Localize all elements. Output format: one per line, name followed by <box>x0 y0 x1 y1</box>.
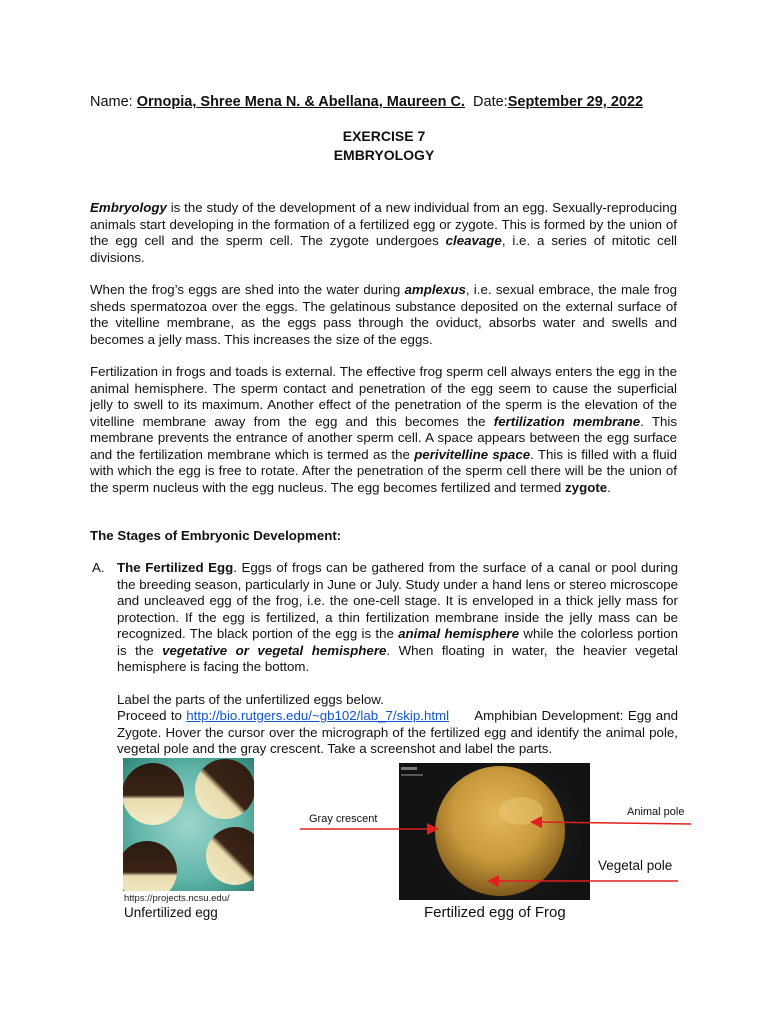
date-label: Date: <box>473 94 508 110</box>
instruction-label-parts: Label the parts of the unfertilized eggs below. <box>117 691 384 707</box>
term-amplexus: amplexus <box>404 282 466 297</box>
fertilized-egg <box>435 766 565 896</box>
unfertilized-egg-graphic <box>123 758 254 891</box>
label-vegetal-pole: Vegetal pole <box>598 858 673 873</box>
egg-top-left <box>123 763 184 825</box>
exercise-subtitle: EMBRYOLOGY <box>333 147 435 163</box>
term-embryology: Embryology <box>90 200 167 215</box>
list-item-body <box>117 560 682 758</box>
rutgers-link[interactable]: http://bio.rutgers.edu/~gb102/lab_7/skip.html <box>186 708 450 723</box>
term-zygote: zygote <box>565 479 608 495</box>
paragraph-embryology: Embryology is the study of the development of a new individual from an egg. Sexually-reproducing animals start developing in the formation of a fertilized egg or zygote. This is formed by the union of the egg cell and the sperm cell. The zygote undergoes cleavage, i.e. a series of mitotic cell divisions. <box>90 200 677 265</box>
term-cleavage: cleavage <box>445 233 502 248</box>
fertilized-egg-caption: Fertilized egg of Frog <box>424 904 566 921</box>
name-label: Name: <box>90 94 133 110</box>
term-fertilization-membrane: fertilization membrane <box>493 413 641 429</box>
section-heading: The Stages of Embryonic Development: <box>90 528 342 543</box>
term-animal-hemisphere: animal hemisphere <box>398 626 520 641</box>
list-marker: A. <box>92 560 105 575</box>
name-date-line <box>90 94 690 110</box>
label-animal-pole: Animal pole <box>627 806 685 818</box>
instruction-proceed: Proceed to http://bio.rutgers.edu/~gb102/lab_7/skip.html Amphibian Development: Egg and Zygote. Hover the cursor over the micrograph of the fertilized egg and identify the animal pole, vegetal pole and the gray crescent. Take a screenshot and label the parts. <box>117 708 682 756</box>
paragraph-fertilization: Fertilization in frogs and toads is external. The effective frog sperm cell always enters the egg in the animal hemisphere. The sperm contact and penetration of the egg seem to cause the superficial jelly to swell to its maximum. Another effect of the penetration of the sperm is the elevation of the vitelline membrane away from the egg and this becomes the fertilization membrane. This membrane prevents the entrance of another sperm cell. A space appears between the egg surface and the fertilization membrane which is termed as the perivitelline space. This is filled with a fluid with which the egg is free to rotate. After the penetration of the sperm cell there will be the union of the sperm nucleus with the egg nucleus. The egg becomes fertilized and termed zygote. <box>90 364 678 495</box>
label-gray-crescent: Gray crescent <box>309 813 378 825</box>
unfertilized-egg-caption: Unfertilized egg <box>124 905 218 920</box>
date-value: September 29, 2022 <box>507 94 644 110</box>
term-fertilized-egg: The Fertilized Egg <box>117 560 234 575</box>
egg-top-right <box>195 759 254 819</box>
fertilized-egg-graphic <box>399 763 590 900</box>
image-source: https://projects.ncsu.edu/ <box>124 893 230 904</box>
fertilized-egg-image <box>399 763 590 900</box>
exercise-title: EXERCISE 7 <box>342 128 426 144</box>
term-vegetal-hemisphere: vegetative or vegetal hemisphere <box>162 642 387 658</box>
term-perivitelline-space: perivitelline space <box>414 446 531 462</box>
name-value: Ornopia, Shree Mena N. & Abellana, Maureen C. <box>136 94 465 110</box>
paragraph-amplexus: When the frog’s eggs are shed into the water during amplexus, i.e. sexual embrace, the male frog sheds spermatozoa over the eggs. The gelatinous substance deposited on the external surface of the vitelline membrane, as the eggs pass through the oviduct, absorbs water and swells and becomes a jelly mass. This increases the size of the eggs. <box>90 282 677 347</box>
unfertilized-egg-image <box>123 758 254 891</box>
fertilized-egg-paragraph: The Fertilized Egg. Eggs of frogs can be gathered from the surface of a canal or pool during the breeding season, particularly in June or July. Study under a hand lens or stereo microscope and uncleaved egg of the frog, i.e. the one-cell stage. It is enveloped in a thick jelly mass for protection. If the egg is fertilized, a thin fertilization membrane inside the jelly mass can be recognized. The black portion of the egg is the animal hemisphere while the colorless portion is the vegetative or vegetal hemisphere. When floating in water, the heavier vegetal hemisphere is facing the bottom. <box>117 560 679 674</box>
